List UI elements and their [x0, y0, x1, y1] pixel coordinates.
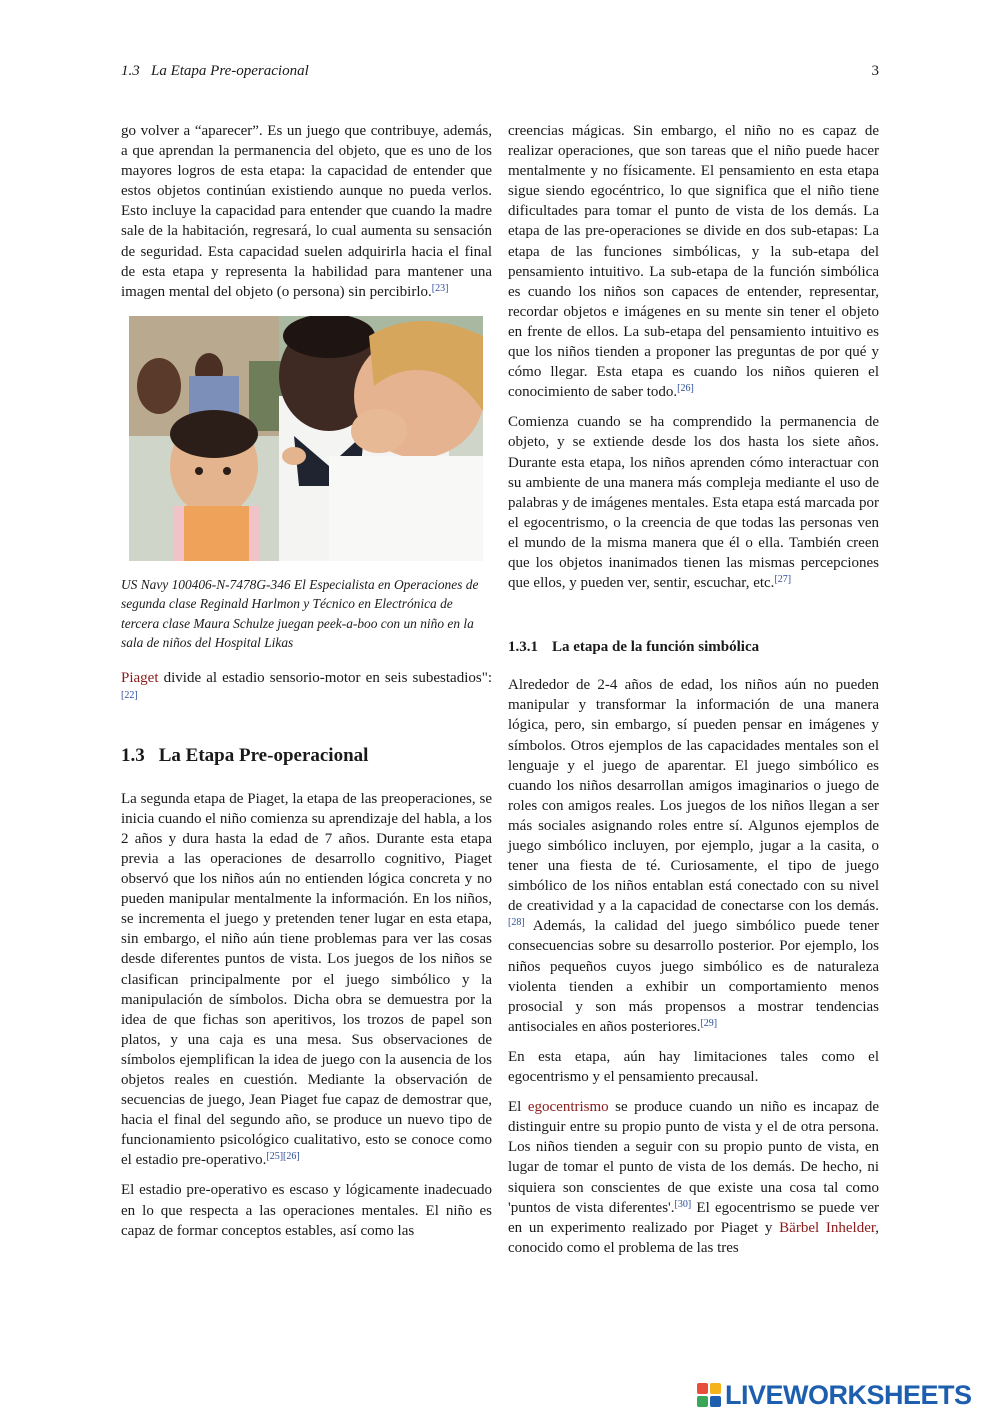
paragraph: Piaget divide al estadio sensorio-motor en seis subestadios":[22]	[121, 670, 492, 701]
paragraph: Comienza cuando se ha comprendido la permanencia de objeto, y se extiende desde los dos hasta los siete años. Durante esta etapa, los niños aprenden cómo interactuar con su ambiente de una manera más compleja mediante el uso de palabras y de imágenes mentales. Esta etapa está marcada por el egocentrismo, o la creencia de que todas las personas ven el mundo de la misma manera que él o ella. También creen que los objetos inanimados tienen las mismas percepciones que ellos, y pueden ver, sentir, escuchar, etc.[27]	[508, 414, 879, 592]
logo-square-green	[697, 1396, 708, 1407]
logo-square-blue	[710, 1396, 721, 1407]
left-column	[121, 121, 492, 1251]
paragraph: El egocentrismo se produce cuando un niño es incapaz de distinguir entre su propio punto de vista y el de otra persona. Los niños tienden a seguir con su propio punto de vista, en lugar de tomar el punto de vista de los demás. De hecho, ni siquiera son conscientes de que existe una cosa tal como 'puntos de vista diferentes'.[30] El egocentrismo se puede ver en un experimento realizado por Piaget y Bärbel Inhelder, conocido como el problema de las tres	[508, 1099, 880, 1256]
piaget-link[interactable]: Piaget	[121, 670, 159, 687]
figure-photo	[129, 316, 483, 561]
logo-square-yellow	[710, 1383, 721, 1394]
logo-text: LIVEWORKSHEETS	[725, 1379, 972, 1410]
citation-link[interactable]: [28]	[508, 917, 525, 929]
running-header-section: 1.3 La Etapa Pre-operacional	[121, 63, 309, 79]
running-header	[121, 63, 879, 80]
paragraph: La segunda etapa de Piaget, la etapa de las preoperaciones, se inicia cuando el niño comienza su aprendizaje del habla, a los 2 años y dura hasta la edad de 7 años. Durante esta etapa previa a las operaciones de desarrollo cognitivo, Piaget observó que los niños aún no entienden lógica concreta y no pueden manipular mentalmente la información. En los niños, se incrementa el juego y pretenden tener lugar en esta etapa, sin embargo, el niño aún tiene problemas para ver las cosas desde diferentes puntos de vista. Los juegos de los niños se clasifican principalmente por el juego simbólico y la manipulación de símbolos. Dicha obra se demuestra por la idea de que fichas son aperitivos, los trozos de papel son platos, y una caja es una mesa. Sus observaciones de símbolos ejemplifican la idea de juego con la ausencia de los objetos reales en cuestión. Mediante la observación de secuencias de juego, Jean Piaget fue capaz de demostrar que, hacia el final del segundo año, se produce un nuevo tipo de funcionamiento psicológico cualitativo, esto se conoce como el estadio pre-operativo.[25][26]	[121, 790, 492, 1169]
paragraph: creencias mágicas. Sin embargo, el niño no es capaz de realizar operaciones, que son tareas que el niño puede hacer mentalmente y no físicamente. El pensamiento en esta etapa sigue siendo egocéntrico, lo que significa que el niño tiene dificultades para tomar el punto de vista de los demás. La etapa de las pre-operaciones se divide en dos sub-etapas: La etapa de las funciones simbólicas, y la sub-etapa del pensamiento intuitivo. La sub-etapa de la función simbólica es cuando los niños son capaces de entender, representar, recordar objetos e imágenes en su mente sin tener el objeto en frente de ellos. La sub-etapa del pensamiento intuitivo es que los niños tienden a proponer las preguntas de por qué y cómo llegar. Esta etapa es cuando los niños quieren el conocimiento de saber todo.[26]	[508, 123, 879, 401]
right-column	[508, 121, 879, 1268]
citation-link[interactable]: [25][26]	[266, 1151, 300, 1163]
section-heading: 1.3 La Etapa Pre-operacional	[121, 744, 369, 766]
paragraph: En esta etapa, aún hay limitaciones tales como el egocentrismo y el pensamiento precausal.	[508, 1048, 879, 1086]
citation-link[interactable]: [27]	[774, 574, 792, 586]
liveworksheets-logo	[697, 1377, 997, 1413]
citation-link[interactable]: [22]	[121, 689, 138, 701]
paragraph: El estadio pre-operativo es escaso y lógicamente inadecuado en lo que respecta a las operaciones mentales. El niño es capaz de formar conceptos estables, así como las	[121, 1182, 492, 1239]
barbel-inhelder-link[interactable]: Bärbel Inhelder	[779, 1219, 876, 1236]
citation-link[interactable]: [26]	[677, 383, 694, 395]
photo-illustration	[129, 316, 483, 561]
paragraph: go volver a “aparecer”. Es un juego que contribuye, además, a que aprendan la permanencia del objeto, que es uno de los mayores logros de esta etapa: la capacidad de entender que estos objetos continúan existiendo aunque no pueda verlos. Esto incluye la capacidad para entender que cuando la madre sale de la habitación, regresará, lo cual aumenta su sensación de seguridad. Esta capacidad suelen adquirirla hacia el final de esta etapa y representa la habilidad para mantener una imagen mental del objeto (o persona) sin percibirlo.[23]	[121, 123, 492, 300]
subsection-heading: 1.3.1 La etapa de la función simbólica	[508, 639, 760, 656]
figure-caption: US Navy 100406-N-7478G-346 El Especialista en Operaciones de segunda clase Reginald Harlmon y Técnico en Electrónica de tercera clase Maura Schulze juegan peek-a-boo con un niño en la sala de niños del Hospital Likas	[121, 576, 479, 651]
egocentrismo-link[interactable]: egocentrismo	[527, 1099, 609, 1116]
citation-link[interactable]: [30]	[674, 1198, 692, 1210]
logo-mark-icon	[697, 1383, 721, 1407]
page-number: 3	[871, 63, 879, 79]
citation-link[interactable]: [29]	[700, 1017, 718, 1029]
citation-link[interactable]: [23]	[431, 282, 449, 294]
paragraph: Alrededor de 2-4 años de edad, los niños aún no pueden manipular y transformar la información de una manera lógica, pero, sin embargo, sí pueden pensar en imágenes y símbolos. Otros ejemplos de las capacidades mentales son el lenguaje y el juego de aparentar. El juego simbólico es cuando los niños desarrollan amigos imaginarios o juego de roles con amigos reales. Los juegos de los niños llegan a ser más sociales asignando roles entre sí. Algunos ejemplos de juego simbólico incluyen, por ejemplo, jugar a la casita, o tener una fiesta de té. Curiosamente, el tipo de juego simbólico de los niños entablan está conectado con su nivel de creatividad y a la capacidad de conectarse con los demás.[28] Además, la calidad del juego simbólico puede tener consecuencias sobre su desarrollo posterior. Por ejemplo, los niños pequeños cuyos juego simbólico es de naturaleza violenta tienden a exhibir un comportamiento menos prosocial y son más propensos a mostrar tendencias antisociales en años posteriores.[29]	[508, 677, 879, 1035]
logo-square-red	[697, 1383, 708, 1394]
